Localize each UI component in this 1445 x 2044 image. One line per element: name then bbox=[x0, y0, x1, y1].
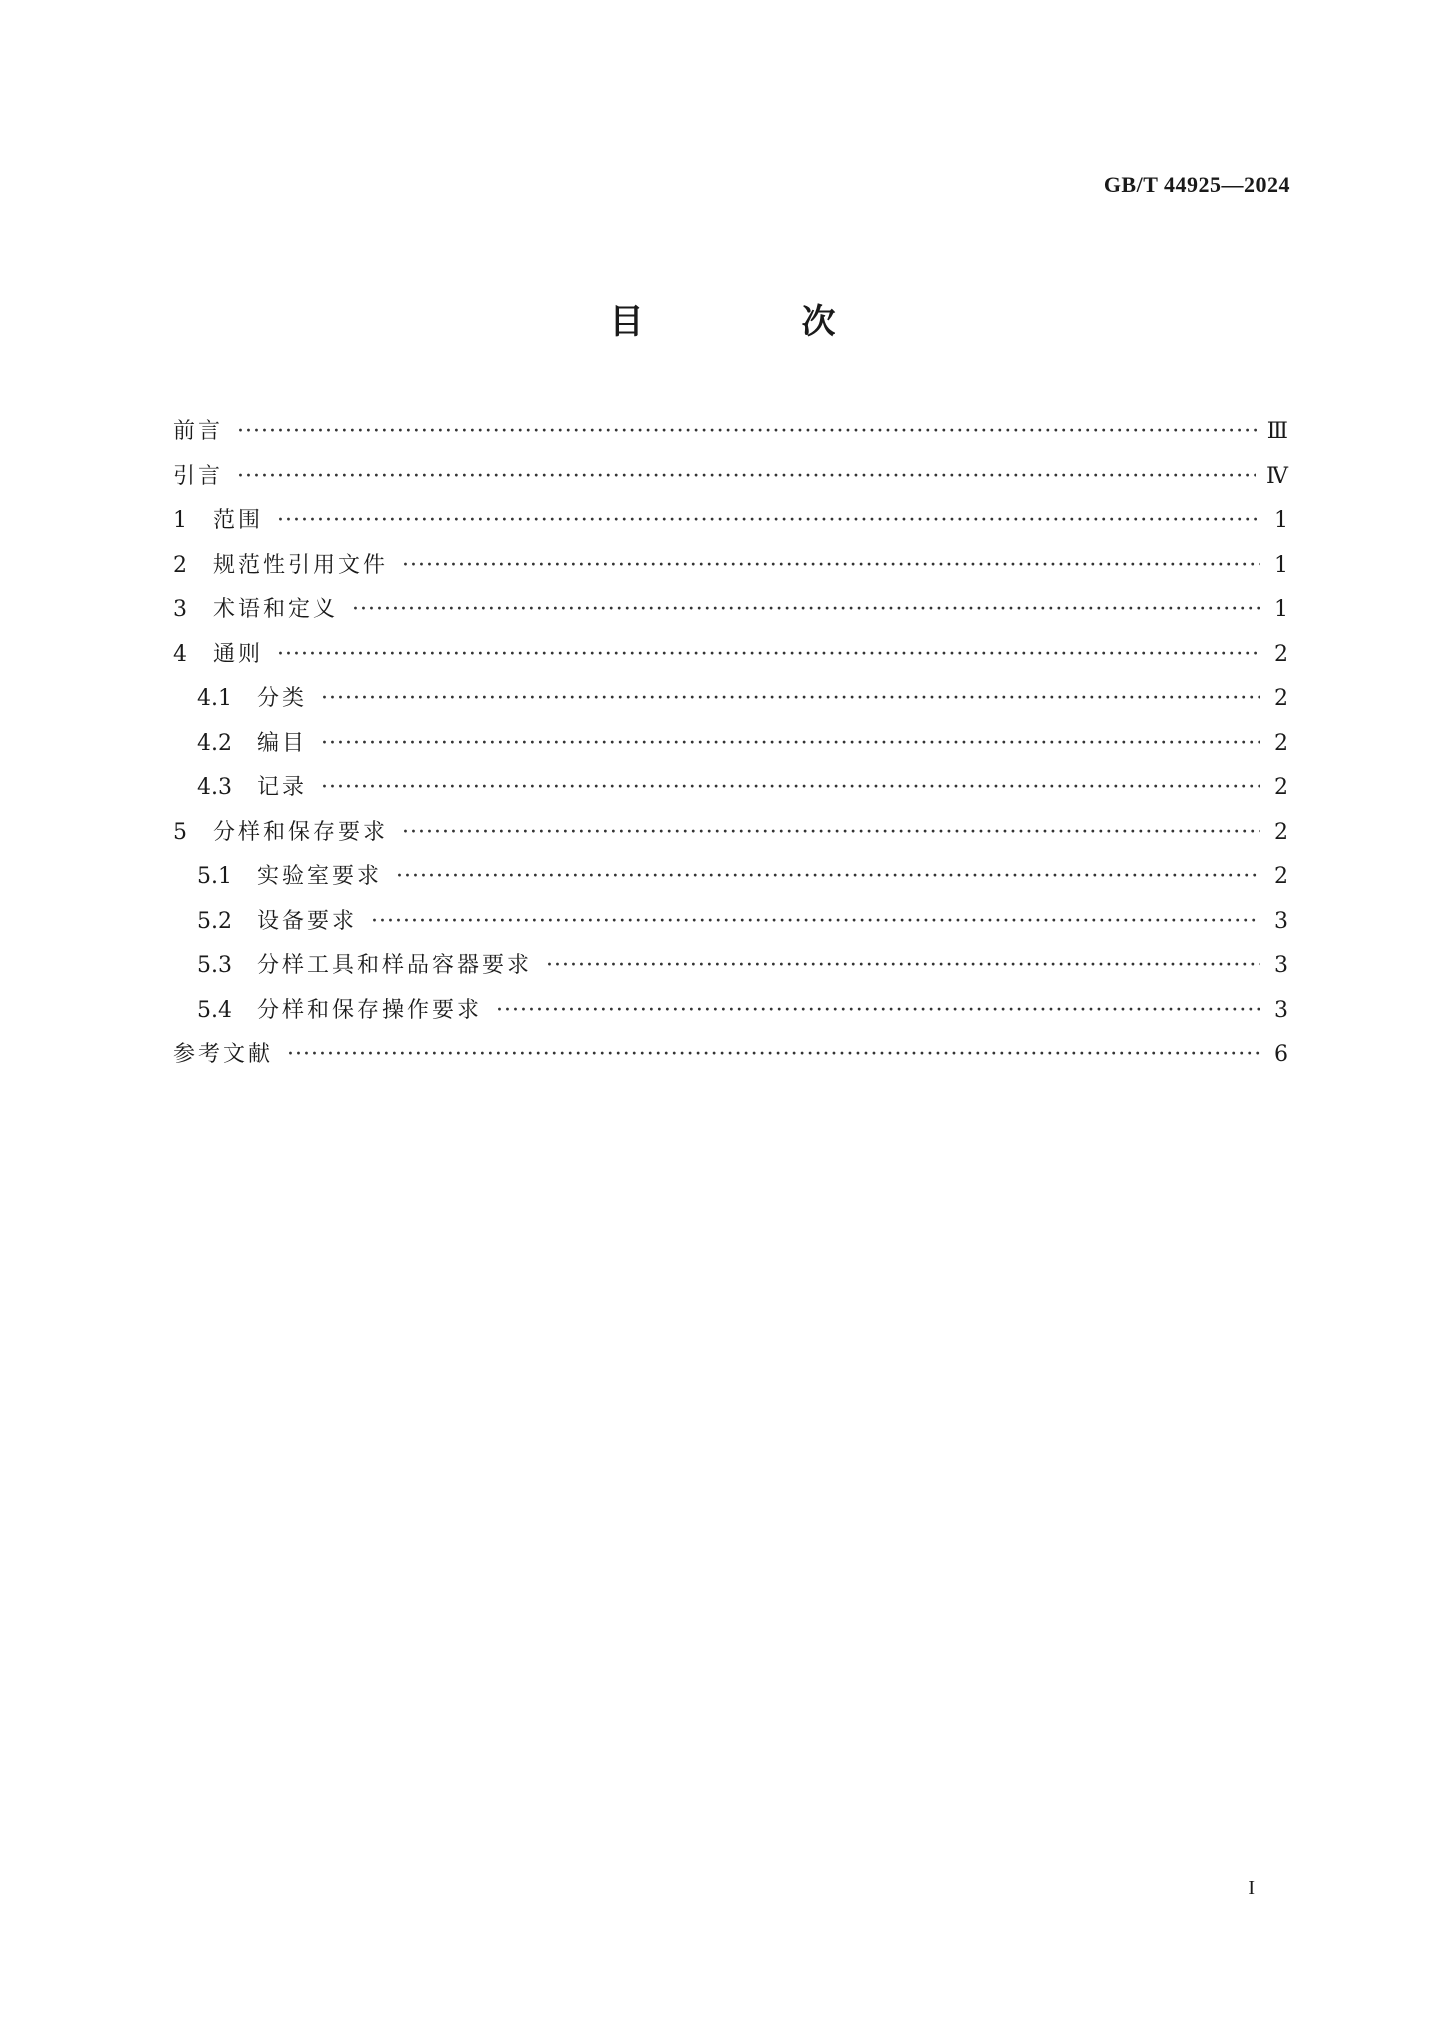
dot-leader bbox=[277, 633, 1260, 678]
toc-entry-equipment-requirements[interactable] bbox=[173, 900, 1288, 945]
table-of-contents bbox=[173, 410, 1288, 1078]
toc-entry-page: 1 bbox=[1274, 597, 1288, 622]
toc-entry-page: 3 bbox=[1274, 908, 1288, 934]
toc-entry-page: 2 bbox=[1274, 730, 1288, 756]
toc-entry-page: 2 bbox=[1274, 686, 1288, 711]
dot-leader bbox=[321, 766, 1260, 811]
toc-entry-tools-containers-requirements[interactable] bbox=[173, 944, 1288, 989]
toc-entry-title: 分样和保存要求 bbox=[213, 819, 389, 845]
toc-entry-number: 5.3 bbox=[197, 953, 232, 978]
toc-entry-page: 3 bbox=[1274, 953, 1288, 978]
dot-leader bbox=[396, 855, 1260, 900]
toc-entry-number: 5.1 bbox=[197, 864, 232, 889]
standard-code: GB/T 44925—2024 bbox=[1103, 172, 1290, 197]
dot-leader bbox=[352, 588, 1260, 633]
dot-leader bbox=[371, 900, 1260, 945]
toc-entry-title: 分样和保存操作要求 bbox=[257, 997, 483, 1023]
toc-entry-page: Ⅲ bbox=[1266, 419, 1288, 444]
toc-entry-subsampling-storage-requirements[interactable] bbox=[173, 811, 1288, 856]
toc-entry-terms-definitions[interactable] bbox=[173, 588, 1288, 633]
toc-entry-operation-requirements[interactable] bbox=[173, 989, 1288, 1034]
dot-leader bbox=[321, 722, 1260, 767]
toc-entry-cataloguing[interactable] bbox=[173, 722, 1288, 767]
toc-entry-title: 记录 bbox=[257, 775, 308, 800]
toc-entry-number: 4.1 bbox=[197, 686, 232, 711]
toc-entry-title: 前言 bbox=[173, 419, 224, 444]
toc-entry-title: 分类 bbox=[257, 686, 308, 711]
toc-entry-classification[interactable] bbox=[173, 677, 1288, 722]
toc-entry-number: 1 bbox=[173, 508, 187, 533]
toc-entry-records[interactable] bbox=[173, 766, 1288, 811]
toc-entry-page: 2 bbox=[1274, 864, 1288, 889]
toc-entry-introduction[interactable] bbox=[173, 455, 1288, 500]
dot-leader bbox=[402, 544, 1260, 589]
toc-entry-page: 1 bbox=[1274, 508, 1288, 533]
toc-entry-title: 术语和定义 bbox=[213, 597, 339, 622]
toc-entry-title: 设备要求 bbox=[257, 908, 358, 934]
toc-entry-page: 6 bbox=[1274, 1042, 1288, 1067]
toc-entry-page: 2 bbox=[1274, 641, 1288, 667]
toc-entry-number: 4.3 bbox=[197, 775, 232, 800]
dot-leader bbox=[402, 811, 1260, 856]
dot-leader bbox=[496, 989, 1260, 1034]
toc-entry-number: 4.2 bbox=[197, 730, 232, 756]
toc-entry-title: 通则 bbox=[213, 641, 264, 667]
toc-entry-number: 3 bbox=[173, 597, 187, 622]
dot-leader bbox=[237, 455, 1256, 500]
dot-leader bbox=[321, 677, 1260, 722]
toc-entry-scope[interactable] bbox=[173, 499, 1288, 544]
toc-entry-title: 规范性引用文件 bbox=[213, 552, 389, 578]
toc-entry-number: 5.4 bbox=[197, 997, 232, 1023]
toc-entry-title: 引言 bbox=[173, 463, 224, 489]
dot-leader bbox=[287, 1033, 1260, 1078]
toc-entry-page: Ⅳ bbox=[1266, 463, 1288, 489]
toc-entry-title: 范围 bbox=[213, 508, 264, 533]
toc-entry-foreword[interactable] bbox=[173, 410, 1288, 455]
toc-entry-title: 编目 bbox=[257, 730, 308, 756]
dot-leader bbox=[546, 944, 1260, 989]
dot-leader bbox=[277, 499, 1260, 544]
toc-entry-number: 4 bbox=[173, 641, 187, 667]
toc-entry-page: 2 bbox=[1274, 819, 1288, 845]
page-number: I bbox=[1248, 1877, 1255, 1899]
toc-entry-number: 2 bbox=[173, 552, 187, 578]
page-title: 目 次 bbox=[609, 302, 898, 342]
toc-entry-title: 分样工具和样品容器要求 bbox=[257, 953, 533, 978]
toc-entry-title: 参考文献 bbox=[173, 1042, 274, 1067]
toc-entry-number: 5.2 bbox=[197, 908, 232, 934]
toc-entry-general[interactable] bbox=[173, 633, 1288, 678]
toc-entry-laboratory-requirements[interactable] bbox=[173, 855, 1288, 900]
toc-entry-title: 实验室要求 bbox=[257, 864, 383, 889]
toc-entry-number: 5 bbox=[173, 819, 187, 845]
toc-entry-page: 1 bbox=[1274, 552, 1288, 578]
toc-entry-normative-references[interactable] bbox=[173, 544, 1288, 589]
toc-entry-page: 3 bbox=[1274, 997, 1288, 1023]
dot-leader bbox=[237, 410, 1257, 455]
toc-entry-page: 2 bbox=[1274, 775, 1288, 800]
toc-entry-bibliography[interactable] bbox=[173, 1033, 1288, 1078]
